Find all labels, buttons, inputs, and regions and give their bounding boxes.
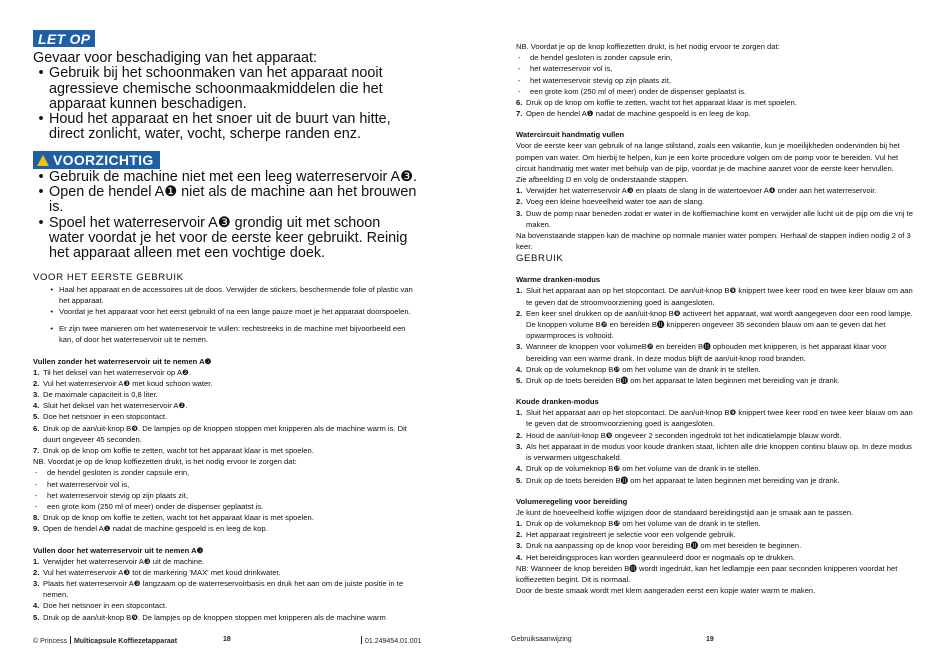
step: Druk op de knop om koffie te zetten, wacht tot het apparaat klaar is met spoelen. [43,446,314,455]
step: Druk na aanpassing op de knop voor bereiding B⓫ om met bereiden te beginnen. [526,541,802,551]
first-use-heading: VOOR HET EERSTE GEBRUIK [33,271,184,283]
nb-note: NB. Voordat je op de knop koffiezetten drukt, is het nodig ervoor te zorgen dat: [33,457,297,467]
let-op-intro: Gevaar voor beschadiging van het apparaat: [33,50,318,66]
footer-label-right: Gebruiksaanwijzing [511,636,572,643]
voorzichtig-section: VOORZICHTIG • Gebruik de machine niet met een leeg waterreservoir A❸. • Open de hendel A❶ niet als de machine aan het brouwen is. • Spoel het waterreservoir A❸ grondig uit met schoon water voordat je het voor de eerste keer gebruikt. Reinig het apparaat alleen met een vochtige doek. [33,151,418,262]
footer-page-left: 18 [223,636,231,643]
step: Duw de pomp naar beneden zodat er water in de koffiemachine komt en verwijder alle lucht uit de pijp om die vrij te maken. [526,208,913,229]
volume-intro: Je kunt de hoeveelheid koffie wijzigen door de standaard bereidingstijd aan je smaak aan te passen. [516,507,854,517]
step: Vul het waterreservoir A❸ tot de markering 'MAX' met koud drinkwater. [43,567,281,577]
step: Een keer snel drukken op de aan/uit-knop B❾ activeert het apparaat, wat wordt aangegeven door een rood lampje. De knoppen volume B❿ en bereiden B⓫ knipperen ongeveer 35 seconden blauw om aan te geven dat het opwarmproces is voltooid. [526,308,913,341]
step: Doe het netsnoer in een stopcontact. [43,601,168,611]
voorzichtig-bullet: Gebruik de machine niet met een leeg waterreservoir A❸. [49,168,418,185]
condition: het waterreservoir vol is, [47,479,130,489]
step: Druk op de aan/uit-knop B❾. De lampjes op de knoppen stoppen met knipperen als de machine warm [43,612,386,622]
volume-last: Door de beste smaak wordt met klem aangeraden eerst een kopje water warm te maken. [516,586,816,596]
step: De maximale capaciteit is 0,8 liter. [43,389,158,399]
condition: het waterreservoir stevig op zijn plaats zit, [47,490,188,500]
condition: het waterreservoir vol is, [530,64,613,74]
step: Druk op de knop om koffie te zetten, wacht tot het apparaat klaar is met spoelen. [43,513,314,523]
condition: de hendel gesloten is zonder capsule erin, [530,53,673,63]
let-op-bullet: Gebruik bij het schoonmaken van het apparaat nooit agressieve chemische schoonmaakmiddelen die het apparaat kunnen beschadigen. [49,65,383,112]
step: Sluit het apparaat aan op het stopcontact. De aan/uit-knop B❾ knippert twee keer rood en twee keer blauw om aan te geven dat de stroomvoorziening goed is aangesloten. [526,408,913,429]
watercircuit-after: Na bovenstaande stappen kan de machine op normale manier water pompen. Herhaal de stappen indien nodig 2 of 3 keer. [516,231,911,252]
koud-heading: Koude dranken-modus [516,397,599,407]
fill-methods-note: Er zijn twee manieren om het waterreservoir te vullen: rechtstreeks in de machine met bijvoorbeeld een kan, of door het waterreservoir uit te nemen. [59,324,406,345]
voorzichtig-bullet: Spoel het waterreservoir A❸ grondig uit met schoon water voordat je het voor de eerste keer gebruikt. Reinig het apparaat alleen met een vochtige doek. [49,214,408,262]
let-op-section: LET OP Gevaar voor beschadiging van het apparaat: • Gebruik bij het schoonmaken van het apparaat nooit agressieve chemische schoonmaakmiddelen die het apparaat kunnen beschadigen. • Houd het apparaat en het snoer uit de buurt van hitte, direct zonlicht, water, vocht, scherpe randen enz. [33,30,418,143]
step: Druk op de volumeknop B❿ om het volume van de drank in te stellen. [526,464,761,474]
step: Druk op de toets bereiden B⓫ om het apparaat te laten beginnen met bereiding van je drank. [526,376,840,386]
step: Houd de aan/uit-knop B❾ ongeveer 2 seconden ingedrukt tot het indicatielampje blauw wordt. [526,430,842,440]
step: Als het apparaat in de modus voor koude dranken staat, lichten alle drie knoppen continu blauw op. In deze modus is verwarmen uitgeschakeld. [526,441,912,463]
step: Sluit het apparaat aan op het stopcontact. De aan/uit-knop B❾ knippert twee keer rood en twee keer blauw om aan te geven dat de stroomvoorziening goed is aangesloten. [526,286,913,307]
step: Til het deksel van het waterreservoir op A❷. [43,367,191,377]
warning-icon [37,155,49,166]
step: Het apparaat registreert je selectie voor een volgende gebruik. [526,530,736,540]
volume-nb: NB: Wanneer de knop bereiden B⓫ wordt ingedrukt, kan het ledlampje een paar seconden knipperen voordat het koffiezetten begint. Dit is normaal. [516,563,898,584]
condition: een grote kom (250 ml of meer) onder de dispenser geplaatst is. [47,502,264,512]
left-page: LET OP Gevaar voor beschadiging van het apparaat: • Gebruik bij het schoonmaken van het apparaat nooit agressieve chemische schoonmaakmiddelen die het apparaat kunnen beschadigen. • Houd het apparaat en het snoer uit de buurt van hitte, direct zonlicht, water, vocht, scherpe randen enz. VOORZICHTIG • Gebruik de machine niet met een leeg waterreservoir A❸. • Open de hendel A❶ niet als de machine aan het brouwen is. • Spoel het waterreservoir A❸ grondig uit met schoon water voordat je het voor de eerste keer gebruikt. Reinig het apparaat alleen met een vochtige doek. VOOR HET EERSTE GEBRUIK • Haal het apparaat en de accessoires uit de doos. Verwijder de stickers, beschermende folie of plastic van het apparaat. • Voordat je het apparaat voor het eerst gebruikt of na een lange pauze moet je het apparaat doorspoelen. • Er zijn twee manieren om het waterreservoir te vullen: rechtstreeks in de machine met bijvoorbeeld een kan, of door het waterreservoir uit te nemen. Vullen zonder het waterreservoir uit te nemen A❸ 1. Til het deksel van het waterreservoir op A❷. 2. Vul het waterreservoir A❸ met koud schoon water. 3. De maximale capaciteit is 0,8 liter. 4. Sluit het deksel van het waterreservoir A❷. 5. Doe het netsnoer in een stopcontact. 6. Druk op de aan/uit-knop B❾. De lampjes op de knoppen stoppen met knipperen als de machine warm is. Dit duurt ongeveer 45 seconden. 7. Druk op de knop om koffie te zetten, wacht tot het apparaat klaar is met spoelen. NB. Voordat je op de knop koffiezetten drukt, is het nodig ervoor te zorgen dat: - de hendel gesloten is zonder capsule erin, - het waterreservoir vol is, - het waterreservoir stevig op zijn plaats zit, - een grote kom (250 ml of meer) onder de dispenser geplaatst is. 8. Druk op de knop om koffie te zetten, wacht tot het apparaat klaar is met spoelen. 9. Open de hendel A❶ nadat de machine gespoeld is en leeg de kop. Vullen door het waterreservoir uit te nemen A❸ 1. Verwijder het waterreservoir A❸ uit de machine. 2. Vul het waterreservoir A❸ tot de markering 'MAX' met koud drinkwater. 3. Plaats het waterreservoir A❸ langzaam op de waterreservoirbasis en druk het aan om de juiste positie in te nemen. 4. Doe het netsnoer in een stopcontact. 5. Druk op de aan/uit-knop B❾. De lampjes op de knoppen stoppen met knipperen als de machine warm [33,31,418,622]
step: Het bereidingsproces kan worden geannuleerd door er nogmaals op te drukken. [526,552,795,562]
left-footer [33,636,177,645]
volume-heading: Volumeregeling voor bereiding [516,496,628,506]
condition: de hendel gesloten is zonder capsule erin, [47,468,190,478]
condition: het waterreservoir stevig op zijn plaats zit, [530,75,671,85]
step: Wanneer de knoppen voor volumeB❿ en bereiden B⓫ ophouden met knipperen, is het apparaat klaar voor bereiding van een warme drank. In deze modus blijft de aan/uit-knop rood branden. [526,342,887,363]
voorzichtig-badge: VOORZICHTIG [33,151,160,169]
step: Voeg een kleine hoeveelheid water toe aan de slang. [526,197,705,207]
step: Open de hendel A❶ nadat de machine gespoeld is en leeg de kop. [526,109,751,119]
warm-heading: Warme dranken-modus [516,275,601,285]
step: Verwijder het waterreservoir A❸ en plaats de slang in de watertoevoer A❹ onder aan het waterreservoir. [526,186,877,196]
gebruik-heading: GEBRUIK [516,253,564,265]
footer-brand: © Princess [33,638,67,645]
let-op-badge: LET OP [33,30,95,47]
first-use-bullet: Haal het apparaat en de accessoires uit de doos. Verwijder de stickers, beschermende folie of plastic van het apparaat. [59,284,413,305]
fill-with-heading: Vullen door het waterreservoir uit te nemen A❸ [33,545,204,555]
step: Vul het waterreservoir A❸ met koud schoon water. [43,378,213,388]
right-page: NB. Voordat je op de knop koffiezetten drukt, is het nodig ervoor te zorgen dat: - de hendel gesloten is zonder capsule erin, - het waterreservoir vol is, - het waterreservoir stevig op zijn plaats zit, - een grote kom (250 ml of meer) onder de dispenser geplaatst is. 6. Druk op de knop om koffie te zetten, wacht tot het apparaat klaar is met spoelen. 7. Open de hendel A❶ nadat de machine gespoeld is en leeg de kop. Watercircuit handmatig vullen Voor de eerste keer van gebruik of na lange stilstand, zoals een vakantie, kun je moeilijkheden ondervinden bij het pompen van water. Om hierbij te helpen, kun je een korte procedure volgen om de pomp voor te bereiden. Vul het circuit handmatig met water met behulp van de pijp, voordat je de machine aanzet voor de eerste keer hervullen. Zie afbeelding D en volg de onderstaande stappen. 1. Verwijder het waterreservoir A❸ en plaats de slang in de watertoevoer A❹ onder aan het waterreservoir. 2. Voeg een kleine hoeveelheid water toe aan de slang. 3. Duw de pomp naar beneden zodat er water in de koffiemachine komt en verwijder alle lucht uit de pijp om die vrij te maken. Na bovenstaande stappen kan de machine op normale manier water pompen. Herhaal de stappen indien nodig 2 of 3 keer. GEBRUIK Warme dranken-modus 1. Sluit het apparaat aan op het stopcontact. De aan/uit-knop B❾ knippert twee keer rood en twee keer blauw om aan te geven dat de stroomvoorziening goed is aangesloten. 2. Een keer snel drukken op de aan/uit-knop B❾ activeert het apparaat, wat wordt aangegeven door een rood lampje. De knoppen volume B❿ en bereiden B⓫ knipperen ongeveer 35 seconden blauw om aan te geven dat het opwarmproces is voltooid. 3. Wanneer de knoppen voor volumeB❿ en bereiden B⓫ ophouden met knipperen, is het apparaat klaar voor bereiding van een warme drank. In deze modus blijft de aan/uit-knop rood branden. 4. Druk op de volumeknop B❿ om het volume van de drank in te stellen. 5. Druk op de toets bereiden B⓫ om het apparaat te laten beginnen met bereiding van je drank. Koude dranken-modus 1. Sluit het apparaat aan op het stopcontact. De aan/uit-knop B❾ knippert twee keer rood en twee keer blauw om aan te geven dat de stroomvoorziening goed is aangesloten. 2. Houd de aan/uit-knop B❾ ongeveer 2 seconden ingedrukt tot het indicatielampje blauw wordt. 3. Als het apparaat in de modus voor koude dranken staat, lichten alle drie knoppen continu blauw op. In deze modus is verwarmen uitgeschakeld. 4. Druk op de volumeknop B❿ om het volume van de drank in te stellen. 5. Druk op de toets bereiden B⓫ om het apparaat te laten beginnen met bereiding van je drank. Volumeregeling voor bereiding Je kunt de hoeveelheid koffie wijzigen door de standaard bereidingstijd aan je smaak aan te passen. 1. Druk op de volumeknop B❿ om het volume van de drank in te stellen. 2. Het apparaat registreert je selectie voor een volgende gebruik. 3. Druk na aanpassing op de knop voor bereiding B⓫ om met bereiden te beginnen. 4. Het bereidingsproces kan worden geannuleerd door er nogmaals op te drukken. NB: Wanneer de knop bereiden B⓫ wordt ingedrukt, kan het ledlampje een paar seconden knipperen voordat het koffiezetten begint. Dit is normaal. Door de beste smaak wordt met klem aangeraden eerst een kopje water warm te maken. [516,41,916,596]
step: Druk op de aan/uit-knop B❾. De lampjes op de knoppen stoppen met knipperen als de machine warm is. Dit duurt ongeveer 45 seconden. [43,423,407,444]
step: Druk op de knop om koffie te zetten, wacht tot het apparaat klaar is met spoelen. [526,98,797,108]
step: Druk op de toets bereiden B⓫ om het apparaat te laten beginnen met bereiding van je drank. [526,475,840,485]
let-op-bullet: Houd het apparaat en het snoer uit de buurt van hitte, direct zonlicht, water, vocht, scherpe randen enz. [49,111,391,143]
watercircuit-heading: Watercircuit handmatig vullen [516,130,625,140]
footer-code: 01.249454.01.001 [358,636,421,645]
step: Doe het netsnoer in een stopcontact. [43,412,168,422]
nb-note: NB. Voordat je op de knop koffiezetten drukt, is het nodig ervoor te zorgen dat: [516,42,780,51]
watercircuit-see: Zie afbeelding D en volg de onderstaande stappen. [516,175,689,185]
footer-product: Multicapsule Koffiezetapparaat [73,638,178,645]
step: Open de hendel A❶ nadat de machine gespoeld is en leeg de kop. [43,524,268,534]
step: Verwijder het waterreservoir A❸ uit de machine. [43,556,205,566]
voorzichtig-bullet: Open de hendel A❶ niet als de machine aan het brouwen is. [49,184,417,216]
step: Plaats het waterreservoir A❸ langzaam op de waterreservoirbasis en druk het aan om de juiste positie in te nemen. [43,579,404,600]
step: Druk op de volumeknop B❿ om het volume van de drank in te stellen. [526,364,761,374]
step: Druk op de volumeknop B❿ om het volume van de drank in te stellen. [526,518,761,528]
footer-page-right: 19 [706,636,714,643]
first-use-bullet: Voordat je het apparaat voor het eerst gebruikt of na een lange pauze moet je het apparaat doorspoelen. [59,306,411,316]
watercircuit-intro: Voor de eerste keer van gebruik of na lange stilstand, zoals een vakantie, kun je moeilijkheden ondervinden bij het pompen van water. Om hierbij te helpen, kun je een korte procedure volgen om de pomp voor te bereiden. Vul het circuit handmatig met water met behulp van de pijp, voordat je de machine aanzet voor de eerste keer hervullen. [516,141,900,173]
step: Sluit het deksel van het waterreservoir A❷. [43,401,188,411]
condition: een grote kom (250 ml of meer) onder de dispenser geplaatst is. [530,86,747,96]
fill-without-heading: Vullen zonder het waterreservoir uit te nemen A❸ [33,356,212,366]
